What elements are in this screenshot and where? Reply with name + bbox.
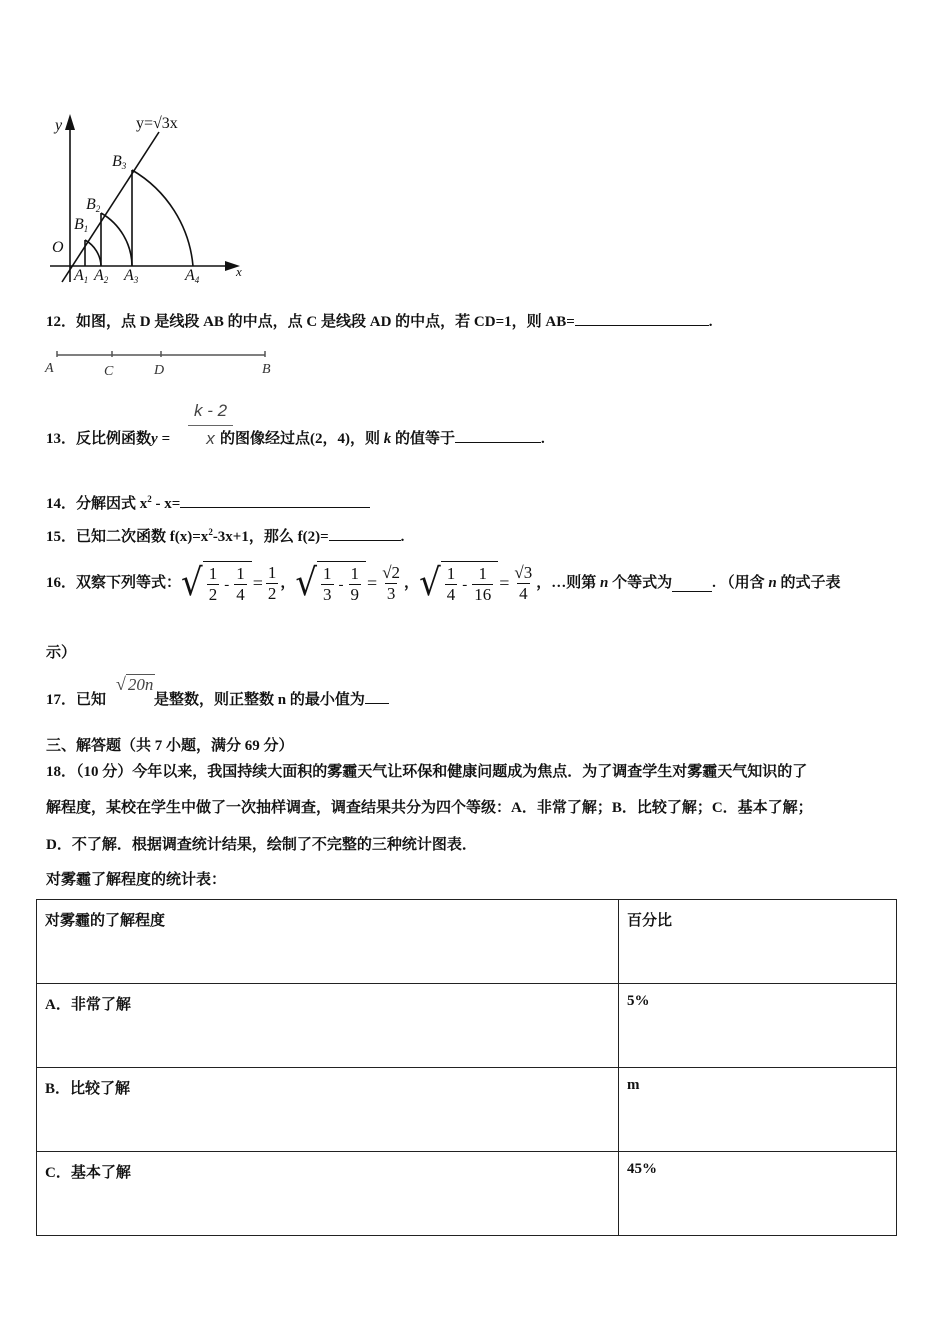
question-text: 的式子表 — [780, 575, 841, 591]
table-caption — [46, 870, 226, 890]
period: . — [708, 314, 713, 330]
question-text: 的值等于 — [395, 431, 456, 447]
sqrt-20n: √ 20n — [116, 674, 154, 694]
point-d-label: D — [154, 363, 165, 378]
point-a3: A3 — [124, 267, 139, 285]
question-text: D．不了解．根据调查统计结果，绘制了不完整的三种统计图表． — [46, 837, 477, 853]
percent-cell: 45% — [619, 1152, 897, 1236]
point-b1: B1 — [74, 216, 89, 234]
header-cell-percent: 百分比 — [619, 900, 897, 984]
question-number: 17． — [46, 692, 77, 708]
answer-blank[interactable] — [455, 428, 541, 443]
point-a2: A2 — [94, 267, 109, 285]
origin-label: O — [52, 239, 64, 256]
q13-fraction-denominator: x — [206, 429, 215, 448]
point-a1: A1 — [74, 267, 89, 285]
question-14 — [46, 489, 370, 514]
k-variable: k — [383, 431, 392, 447]
question-text: 已知 — [76, 692, 107, 708]
question-16: 16． 双察下列等式： √ $\frac{1}{2}$ - $\frac{1}{4}$ = $\frac{1}{2}$ ， √ $\frac{1}{3}$ - $\frac{1}{9}$ = $\frac{√2}{3}$ ， √ $\frac{1}{4}$ - $\frac{1}{16}$ = $\frac{√3}{4}$ ，…则第 n 个等式为 . （用含 n 的式子表 — [46, 561, 841, 605]
question-text: . （用含 — [712, 575, 765, 591]
question-text: 个等式为 — [612, 575, 673, 591]
awareness-stats-table — [36, 899, 897, 1236]
point-c-label: C — [104, 364, 114, 379]
point-a4: A4 — [185, 267, 200, 285]
question-number: 15． — [46, 529, 77, 545]
line-equation-label: y=√3x — [136, 115, 178, 132]
point-b2: B2 — [86, 196, 101, 214]
equation-3: √ $\frac{1}{4}$ - $\frac{1}{16}$ — [419, 561, 498, 605]
question-text: 示） — [46, 645, 77, 661]
question-text: 解程度，某校在学生中做了一次抽样调查，调查结果共分为四个等级：A．非常了解；B．比较了解；C．基本了解； — [46, 800, 813, 816]
question-text: 反比例函数 — [76, 431, 152, 447]
equation-1: √ $\frac{1}{2}$ - $\frac{1}{4}$ — [181, 561, 252, 605]
answer-blank[interactable] — [672, 577, 712, 592]
section-title — [46, 736, 294, 756]
question-number: 16． — [46, 575, 77, 591]
answer-blank[interactable] — [365, 689, 389, 704]
figure-q11-diagram — [40, 108, 260, 288]
question-number: 14． — [46, 496, 77, 512]
level-cell: A．非常了解 — [37, 984, 619, 1068]
level-cell: B．比较了解 — [37, 1068, 619, 1152]
question-18-line-2 — [46, 798, 813, 818]
equation-2: √ $\frac{1}{3}$ - $\frac{1}{9}$ — [295, 561, 366, 605]
question-text: 如图，点 D 是线段 AB 的中点，点 C 是线段 AD 的中点，若 CD=1，则 AB= — [76, 314, 575, 330]
answer-blank[interactable] — [575, 311, 709, 326]
table-row — [37, 984, 897, 1068]
point-b3: B3 — [112, 153, 127, 171]
period: . — [541, 431, 545, 447]
q13-fraction-numerator: k - 2 — [193, 401, 228, 420]
section-heading: 三、解答题（共 7 小题，满分 69 分） — [46, 738, 294, 754]
question-text: - x= — [151, 496, 181, 512]
question-15 — [46, 522, 404, 547]
table-header-row — [37, 900, 897, 984]
n-variable: n — [600, 575, 609, 591]
caption-text: 对雾霾了解程度的统计表： — [46, 872, 227, 888]
y-equals: y = — [151, 431, 170, 447]
question-text: -3x+1，那么 f(2)= — [212, 529, 329, 545]
percent-cell: 5% — [619, 984, 897, 1068]
question-text: 双察下列等式： — [76, 575, 182, 591]
answer-blank[interactable] — [180, 493, 370, 508]
header-cell-level: 对雾霾的了解程度 — [37, 900, 619, 984]
question-number: 13． — [46, 431, 77, 447]
percent-cell: m — [619, 1068, 897, 1152]
table-row — [37, 1068, 897, 1152]
period: . — [400, 529, 405, 545]
q13-fraction-bar — [188, 425, 233, 426]
exponent: 2 — [208, 527, 213, 537]
question-text: 分解因式 x — [76, 496, 148, 512]
point-b-label: B — [262, 362, 271, 377]
question-16-continuation — [46, 643, 76, 663]
question-18-line-1 — [46, 762, 807, 782]
n-variable: n — [768, 575, 777, 591]
question-17 — [46, 689, 389, 710]
question-text: 是整数，则正整数 n 的最小值为 — [154, 692, 365, 708]
question-text: 18．（10 分）今年以来，我国持续大面积的雾霾天气让环保和健康问题成为焦点．为了调查学生对雾霾天气知识的了 — [46, 764, 808, 780]
segment-ab-diagram — [40, 345, 280, 380]
axis-y-label: y — [55, 117, 63, 134]
answer-blank[interactable] — [329, 526, 401, 541]
exponent: 2 — [147, 494, 152, 504]
question-12 — [46, 311, 713, 332]
question-13 — [46, 428, 545, 449]
axis-x-label: x — [236, 264, 242, 279]
question-text: 已知二次函数 f(x)=x — [76, 529, 209, 545]
question-number: 12． — [46, 314, 77, 330]
point-a-label: A — [45, 361, 54, 376]
table-row — [37, 1152, 897, 1236]
question-text: ，…则第 — [536, 575, 597, 591]
question-text: 的图像经过点(2，4)，则 — [220, 431, 380, 447]
level-cell: C．基本了解 — [37, 1152, 619, 1236]
question-18-line-3 — [46, 835, 477, 855]
